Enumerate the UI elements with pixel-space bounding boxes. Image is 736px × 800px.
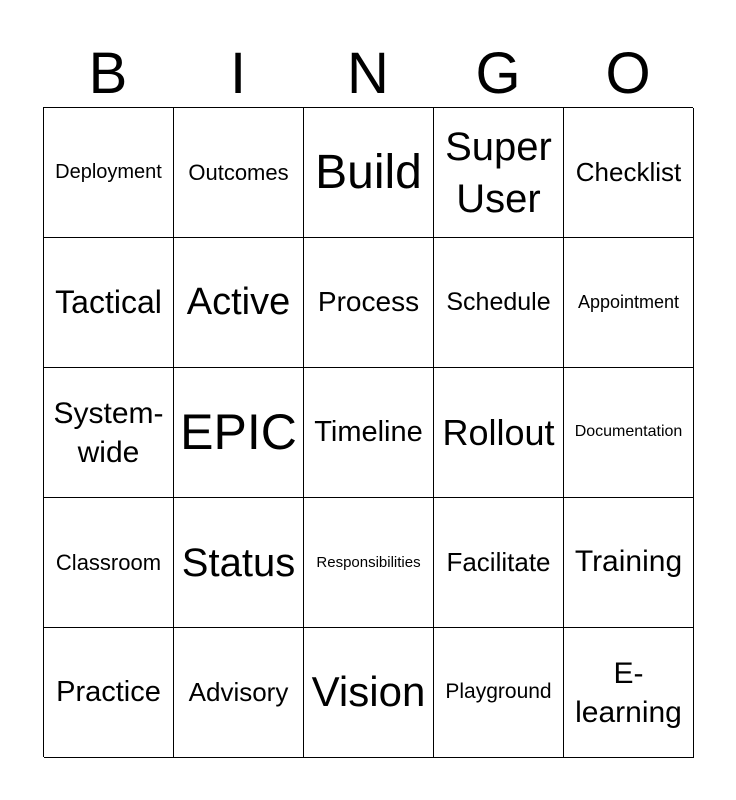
bingo-cell[interactable]: Responsibilities [304, 498, 434, 628]
bingo-cell[interactable]: Playground [434, 628, 564, 758]
bingo-cell[interactable]: Training [564, 498, 694, 628]
bingo-cell[interactable]: Practice [44, 628, 174, 758]
bingo-cell[interactable]: Tactical [44, 238, 174, 368]
bingo-cell[interactable]: Status [174, 498, 304, 628]
header-letter-g: G [475, 41, 521, 106]
bingo-header [43, 40, 693, 108]
bingo-cell[interactable]: Advisory [174, 628, 304, 758]
bingo-cell[interactable]: Facilitate [434, 498, 564, 628]
bingo-cell[interactable]: System-wide [44, 368, 174, 498]
header-letter-o: O [605, 41, 651, 106]
bingo-cell[interactable]: Build [304, 108, 434, 238]
bingo-cell[interactable]: Timeline [304, 368, 434, 498]
header-letter-i: I [229, 41, 247, 106]
bingo-cell[interactable]: Active [174, 238, 304, 368]
bingo-grid [43, 107, 693, 757]
bingo-cell[interactable]: Rollout [434, 368, 564, 498]
bingo-cell[interactable]: Vision [304, 628, 434, 758]
bingo-cell[interactable]: Checklist [564, 108, 694, 238]
bingo-cell[interactable]: Schedule [434, 238, 564, 368]
bingo-cell[interactable]: Super User [434, 108, 564, 238]
bingo-cell[interactable]: Classroom [44, 498, 174, 628]
bingo-cell[interactable]: Outcomes [174, 108, 304, 238]
bingo-cell[interactable]: Process [304, 238, 434, 368]
bingo-cell[interactable]: EPIC [174, 368, 304, 498]
header-letter-b: B [88, 41, 128, 106]
bingo-cell[interactable]: Appointment [564, 238, 694, 368]
bingo-cell[interactable]: E-learning [564, 628, 694, 758]
bingo-cell[interactable]: Deployment [44, 108, 174, 238]
bingo-cell[interactable]: Documentation [564, 368, 694, 498]
header-letter-n: N [347, 41, 389, 106]
